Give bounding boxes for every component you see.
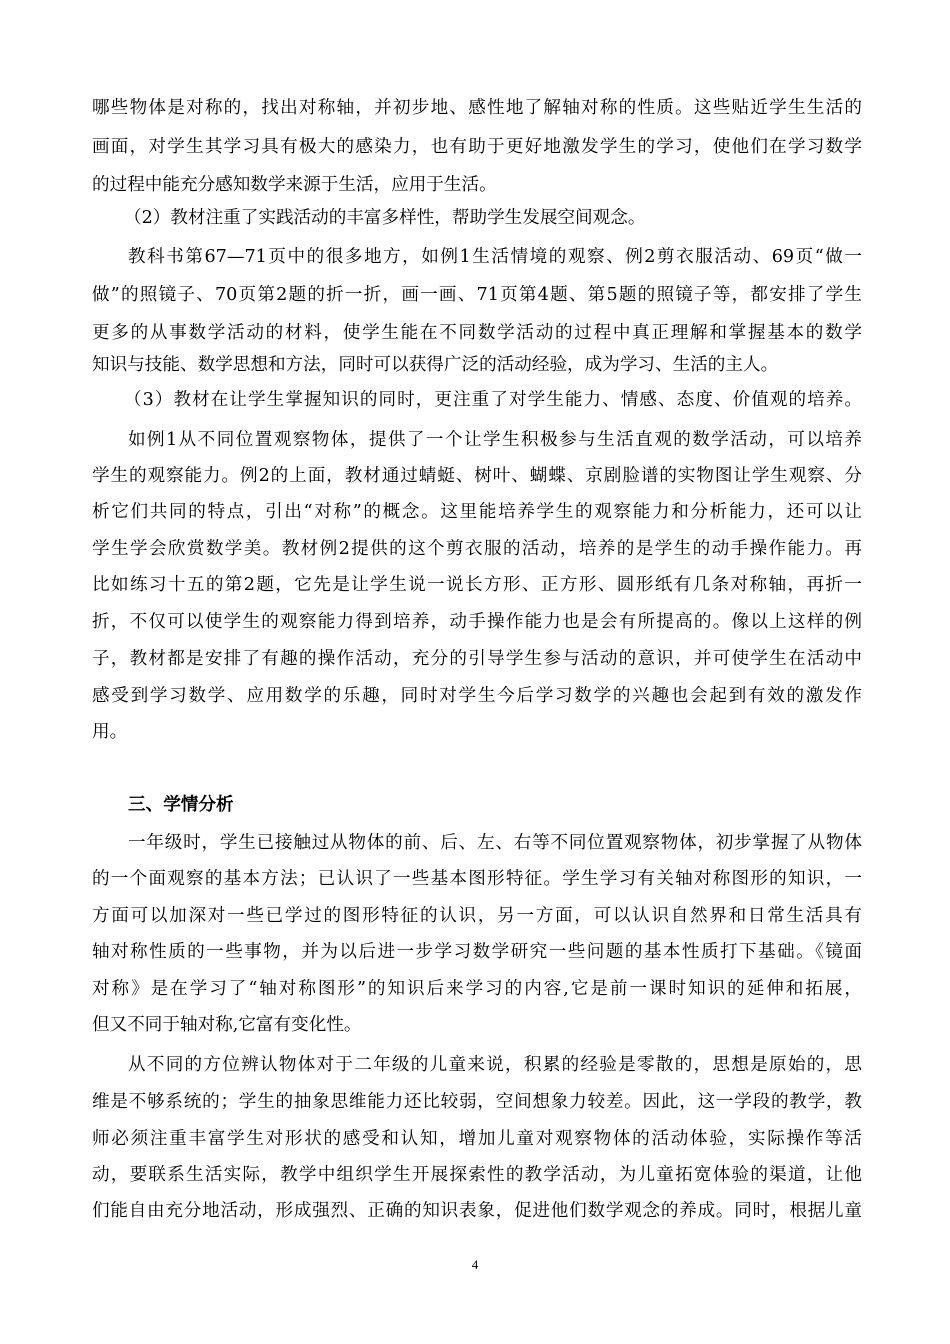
text-line: 画面，对学生其学习具有极大的感染力，也有助于更好地激发学生的学习，使他们在学习数学 bbox=[92, 137, 862, 157]
text-line: （3）教材在让学生掌握知识的同时，更注重了对学生能力、情感、态度、价值观的培养。 bbox=[124, 390, 862, 410]
text-line: 哪些物体是对称的，找出对称轴，并初步地、感性地了解轴对称的性质。这些贴近学生生活的 bbox=[92, 98, 862, 118]
text-line: 折，不仅可以使学生的观察能力得到培养，动手操作能力也是会有所提高的。像以上这样的例 bbox=[92, 612, 862, 632]
text-line: 教科书第67—71页中的很多地方，如例1生活情境的观察、例2剪衣服活动、69页“做一 bbox=[128, 247, 862, 267]
page-number: 4 bbox=[471, 1257, 479, 1272]
text-line: 轴对称性质的一些事物，并为以后进一步学习数学研究一些问题的基本性质打下基础。《镜面 bbox=[92, 942, 862, 962]
text-line: 师必须注重丰富学生对形状的感受和认知，增加儿童对观察物体的活动体验，实际操作等活 bbox=[92, 1129, 862, 1149]
text-line: 但又不同于轴对称,它富有变化性。 bbox=[92, 1015, 362, 1035]
text-line: 感受到学习数学、应用数学的乐趣，同时对学生今后学习数学的兴趣也会起到有效的激发作 bbox=[92, 686, 862, 706]
text-line: 方面可以加深对一些已学过的图形特征的认识，另一方面，可以认识自然界和日常生活具有 bbox=[92, 906, 862, 926]
text-line: 做”的照镜子、70页第2题的折一折，画一画、71页第4题、第5题的照镜子等，都安排了学生 bbox=[92, 285, 862, 305]
text-line: 的一个面观察的基本方法；已认识了一些基本图形特征。学生学习有关轴对称图形的知识，一 bbox=[92, 869, 862, 889]
text-line: 们能自由充分地活动，形成强烈、正确的知识表象，促进他们数学观念的养成。同时，根据儿童 bbox=[92, 1201, 862, 1221]
text-line: 的过程中能充分感知数学来源于生活，应用于生活。 bbox=[92, 175, 497, 195]
text-line: 对称》是在学习了“轴对称图形”的知识后来学习的内容,它是前一课时知识的延伸和拓展， bbox=[92, 979, 862, 999]
text-line: 学生的观察能力。例2的上面，教材通过蜻蜓、树叶、蝴蝶、京剧脸谱的实物图让学生观察、分 bbox=[92, 466, 862, 486]
text-line: 子，教材都是安排了有趣的操作活动，充分的引导学生参与活动的意识，并可使学生在活动中 bbox=[92, 649, 862, 669]
text-line: 如例1从不同位置观察物体，提供了一个让学生积极参与生活直观的数学活动，可以培养 bbox=[128, 430, 862, 450]
text-line: 动，要联系生活实际，教学中组织学生开展探索性的教学活动，为儿童拓宽体验的渠道，让他 bbox=[92, 1165, 862, 1185]
text-line: 知识与技能、数学思想和方法，同时可以获得广泛的活动经验，成为学习、生活的主人。 bbox=[92, 355, 779, 375]
text-line: 比如练习十五的第2题，它先是让学生说一说长方形、正方形、圆形纸有几条对称轴，再折一 bbox=[92, 575, 862, 595]
text-line: 更多的从事数学活动的材料，使学生能在不同数学活动的过程中真正理解和掌握基本的数学 bbox=[92, 323, 862, 343]
text-line: 维是不够系统的；学生的抽象思维能力还比较弱，空间想象力较差。因此，这一学段的教学，教 bbox=[92, 1092, 862, 1112]
text-line: 析它们共同的特点，引出“对称”的概念。这里能培养学生的观察能力和分析能力，还可以让 bbox=[92, 502, 862, 522]
section-heading: 三、学情分析 bbox=[128, 795, 234, 815]
text-line: 从不同的方位辨认物体对于二年级的儿童来说，积累的经验是零散的，思想是原始的，思 bbox=[128, 1055, 862, 1075]
text-line: （2）教材注重了实践活动的丰富多样性，帮助学生发展空间观念。 bbox=[124, 208, 646, 228]
text-line: 学生学会欣赏数学美。教材例2提供的这个剪衣服的活动，培养的是学生的动手操作能力。再 bbox=[92, 539, 862, 559]
text-line: 用。 bbox=[92, 722, 128, 742]
text-line: 一年级时，学生已接触过从物体的前、后、左、右等不同位置观察物体，初步掌握了从物体 bbox=[128, 833, 862, 853]
